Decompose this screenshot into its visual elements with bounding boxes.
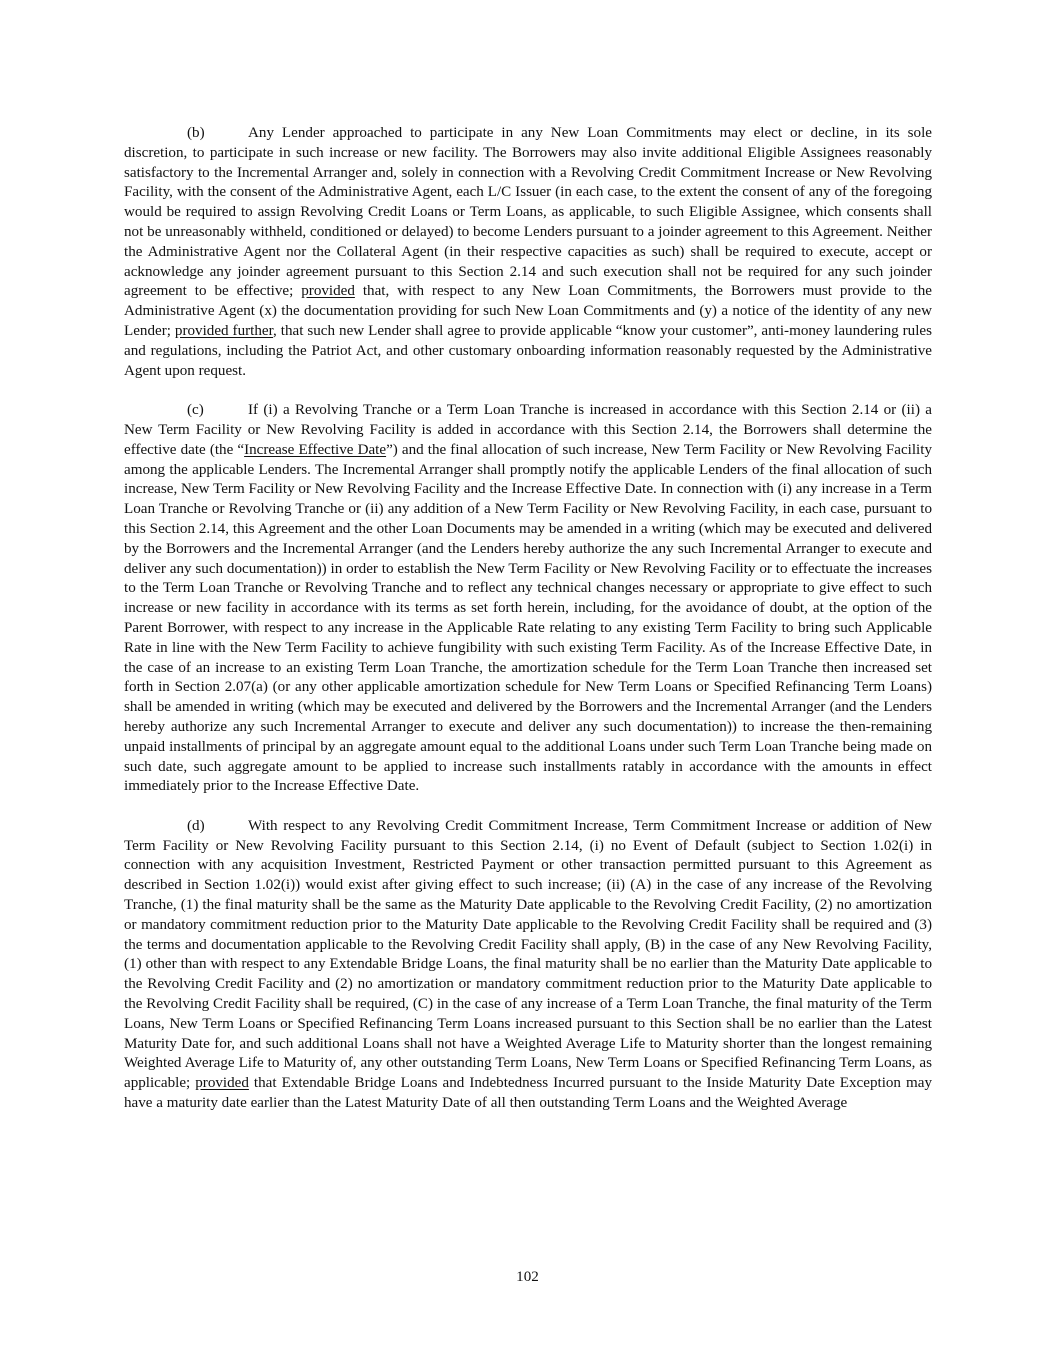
document-page (124, 124, 932, 1134)
provided-term: provided (195, 1075, 249, 1092)
paragraph-text: If (i) a Revolving Tranche or a Term Loan Tranche is increased in accordance with this Section 2.14 or (ii) a New Term Facility or New Revolving Facility is added in accordance with this Section 2.14, the Borrowers shall determine the effective date (the “ (124, 402, 932, 458)
paragraph-text: that Extendable Bridge Loans and Indebtedness Incurred pursuant to the Inside Maturity Date Exception may have a maturity date earlier than the Latest Maturity Date of all then outstanding Term Loans and the Weighted Average (124, 1075, 932, 1112)
provided-term: provided (301, 283, 355, 300)
paragraph-text: that, with respect to any New Loan Commitments, the Borrowers must provide to the Administrative Agent (x) the documentation providing for such New Loan Commitments and (y) a notice of the identity of any new Lender; (124, 283, 932, 339)
paragraph-label: (d) (187, 817, 205, 834)
defined-term-increase-effective-date: Increase Effective Date (244, 441, 387, 458)
paragraph-text: With respect to any Revolving Credit Commitment Increase, Term Commitment Increase or addition of New Term Facility or New Revolving Facility pursuant to this Section 2.14, (i) no Event of Default (subject to Section 1.02(i) in connection with any acquisition Investment, Restricted Payment or other transaction permitted pursuant to this Agreement as described in Section 1.02(i)) would exist after giving effect to such increase; (ii) (A) in the case of any increase of the Revolving Tranche, (1) the final maturity shall be the same as the Maturity Date applicable to the Revolving Credit Facility, (2) no amortization or mandatory commitment reduction prior to the Maturity Date applicable to the Revolving Credit Facility shall be required and (3) the terms and documentation applicable to the Revolving Credit Facility shall apply, (B) in the case of any New Revolving Facility, (1) other than with respect to any Extendable Bridge Loans, the final maturity shall be no earlier than the Maturity Date applicable to the Revolving Credit Facility and (2) no amortization or mandatory commitment reduction prior to the Maturity Date applicable to the Revolving Credit Facility shall be required, (C) in the case of any increase of a Term Loan Tranche, the final maturity of the Term Loans, New Term Loans or Specified Refinancing Term Loans increased pursuant to this Section shall be no earlier than the Latest Maturity Date for, and such additional Loans shall not have a Weighted Average Life to Maturity shorter than the longest remaining Weighted Average Life to Maturity of, any other outstanding Term Loans, New Term Loans or Specified Refinancing Term Loans, as applicable; (124, 817, 932, 1092)
provided-further-term: provided further (174, 322, 274, 339)
paragraph-label: (c) (187, 402, 204, 419)
paragraph-text: ”) and the final allocation of such increase, New Term Facility or New Revolving Facility among the applicable Lenders. The Incremental Arranger shall promptly notify the applicable Lenders of the final allocation of such increase, New Term Facility or New Revolving Facility and the Increase Effective Date. In connection with (i) any increase in a Term Loan Tranche or Revolving Tranche or (ii) any addition of a New Term Facility or New Revolving Facility, in each case, pursuant to this Section 2.14, this Agreement and the other Loan Documents may be amended in a writing (which may be executed and delivered by the Borrowers and the Incremental Arranger (and the Lenders hereby authorize the any such Incremental Arranger to execute and deliver any such documentation)) in order to establish the New Term Facility or New Revolving Facility or to effectuate the increases to the Term Loan Tranche or Revolving Tranche and to reflect any technical changes necessary or appropriate to give effect to such increase or new facility in accordance with its terms as set forth herein, including, for the avoidance of doubt, at the option of the Parent Borrower, with respect to any increase in the Applicable Rate relating to any existing Term Facility to bring such Applicable Rate in line with the New Term Facility to achieve fungibility with such existing Term Facility. As of the Increase Effective Date, in the case of an increase to an existing Term Loan Tranche, the amortization schedule for the Term Loan Tranche then increased set forth in Section 2.07(a) (or any other applicable amortization schedule for New Term Loans or Specified Refinancing Term Loans) shall be amended in writing (which may be executed and delivered by the Borrowers and the Incremental Arranger (and the Lenders hereby authorize any such Incremental Arranger to execute and deliver any such documentation)) to increase the then-remaining unpaid installments of principal by an aggregate amount equal to the additional Loans under such Term Loan Tranche being made on such date, such aggregate amount to be applied to increase such installments ratably in accordance with the amounts in effect immediately prior to the Increase Effective Date. (124, 441, 932, 795)
paragraph-b (124, 124, 932, 381)
page-number: 102 (516, 1269, 539, 1285)
paragraph-d (124, 817, 932, 1114)
paragraph-text: Any Lender approached to participate in any New Loan Commitments may elect or decline, in its sole discretion, to participate in such increase or new facility. The Borrowers may also invite additional Eligible Assignees reasonably satisfactory to the Incremental Arranger and, solely in connection with a Revolving Credit Commitment Increase or New Revolving Facility, with the consent of the Administrative Agent, each L/C Issuer (in each case, to the extent the consent of any of the foregoing would be required to assign Revolving Credit Loans or Term Loans, as applicable, to such Eligible Assignee, which consents shall not be unreasonably withheld, conditioned or delayed) to become Lenders pursuant to a joinder agreement to this Agreement. Neither the Administrative Agent nor the Collateral Agent (in their respective capacities as such) shall be required to execute, accept or acknowledge any joinder agreement pursuant to this Section 2.14 and such execution shall not be required for any such joinder agreement to be effective; (124, 125, 932, 300)
paragraph-label: (b) (187, 125, 205, 141)
paragraph-c (124, 401, 932, 797)
paragraph-text: , that such new Lender shall agree to provide applicable “know your customer”, anti-money laundering rules and regulations, including the Patriot Act, and other customary onboarding information reasonably requested by the Administrative Agent upon request. (124, 322, 932, 379)
